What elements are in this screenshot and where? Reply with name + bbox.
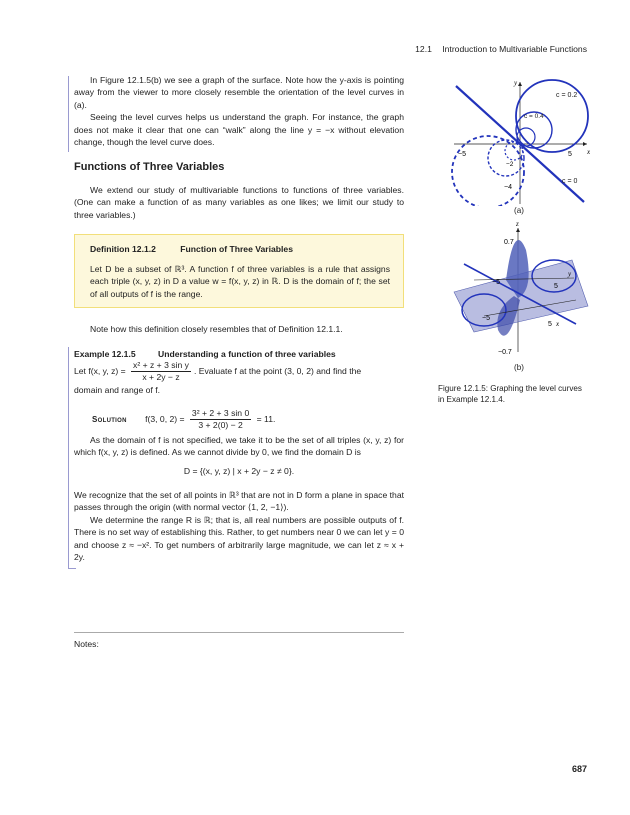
example-number: Example 12.1.5	[74, 349, 136, 359]
tick-label: 5	[554, 283, 558, 290]
definition-body: Let D be a subset of ℝ³. A function f of three variables is a rule that assigns each triple (x, y, z) in D a value w = f(x, y, z) in ℝ. D is the domain of f; the set of all outputs of f is the range.	[90, 264, 390, 299]
x-axis-label: x	[587, 148, 591, 156]
paragraph: As the domain of f is not specified, we take it to be the set of all triples (x, y, z) for which f(x, y, z) is defined. As we cannot divide by 0, we find the domain D is	[74, 435, 404, 458]
paragraph: We extend our study of multivariable functions to functions of three variables. (One can make a function of as many variables as one likes; we limit our study to three variables.)	[74, 185, 404, 220]
tick-label: −5	[492, 279, 500, 286]
example-statement	[74, 360, 404, 383]
paragraph: Seeing the level curves helps us understand the graph. For instance, the graph does not make it clear that one can “walk” along the line y = −x without elevation change, though the level curve does.	[74, 112, 404, 148]
example-title: Understanding a function of three variables	[158, 349, 336, 359]
figure-b-surface	[444, 220, 594, 360]
fraction-denominator: x + 2y − z	[142, 372, 180, 382]
solution-body	[74, 489, 404, 563]
header-title: Introduction to Multivariable Functions	[442, 44, 587, 54]
definition-title: Function of Three Variables	[180, 244, 293, 254]
figure-caption: Figure 12.1.5: Graphing the level curves in Example 12.1.4.	[438, 384, 582, 404]
running-header	[415, 43, 587, 55]
solution-fraction	[190, 408, 251, 431]
example-header	[74, 348, 336, 360]
tick-label: 5	[548, 321, 552, 328]
x-axis-arrow-icon	[583, 142, 587, 146]
tick-label: 0.7	[504, 239, 514, 246]
header-section-number: 12.1	[415, 44, 432, 54]
tick-label: −5	[482, 315, 490, 322]
paragraph-block	[74, 184, 404, 221]
margin-bracket	[68, 76, 69, 152]
paragraph: Note how this definition closely resembles that of Definition 12.1.1.	[90, 324, 343, 334]
tick-label: −0.7	[498, 349, 512, 356]
example-fraction	[131, 360, 191, 383]
curve-label: c = 0	[562, 178, 578, 185]
level-curve-c-neg02	[452, 136, 524, 206]
margin-bracket	[68, 347, 69, 569]
figure-b-sublabel: (b)	[514, 363, 524, 372]
z-axis-arrow-icon	[516, 228, 520, 232]
fraction-numerator: 3² + 2 + 3 sin 0	[191, 408, 250, 418]
solution-lhs: f(3, 0, 2) =	[145, 413, 185, 424]
level-curve-c-neg04	[488, 140, 524, 176]
example-text: domain and range of f.	[74, 385, 160, 395]
page-number: 687	[571, 764, 587, 774]
tick-label: 5	[568, 151, 572, 158]
solution-result: = 11.	[256, 413, 276, 424]
x-axis-label: x	[556, 320, 560, 328]
fraction-numerator: x² + z + 3 sin y	[133, 360, 189, 370]
y-axis-label: y	[514, 79, 518, 87]
paragraph: We determine the range R is ℝ; that is, all real numbers are possible outputs of f. There is no set way of establishing this. Rather, to get numbers near 0 we can let y = 0 and choose z ≈ −x². To get numbers of arbitrarily large magnitude, we can let z ≈ x + 2y.	[74, 514, 404, 563]
z-axis-label: z	[516, 220, 519, 228]
paragraph-block	[74, 323, 404, 335]
example-lhs: Let f(x, y, z) =	[74, 365, 126, 376]
paragraph: In Figure 12.1.5(b) we see a graph of the surface. Note how the y-axis is pointing away from the viewer to more closely resemble the orientation of the level curves in (a).	[74, 75, 404, 110]
example-text: . Evaluate f at the point (3, 0, 2) and find the	[193, 365, 362, 376]
solution-line	[92, 408, 275, 431]
y-axis-arrow-icon	[518, 82, 522, 86]
fraction-denominator: 3 + 2(0) − 2	[198, 420, 243, 430]
figure-a-sublabel: (a)	[514, 206, 524, 215]
notes-divider	[74, 632, 404, 633]
curve-label: c = 0.2	[556, 92, 578, 99]
definition-box	[74, 234, 404, 308]
curve-label: c = 0.4	[524, 113, 544, 120]
notes-label: Notes:	[74, 639, 99, 649]
figure-a-level-curves	[444, 76, 594, 206]
solution-label: Solution	[92, 414, 127, 424]
tick-label: −5	[458, 151, 466, 158]
y-axis-label: y	[568, 270, 572, 278]
intro-paragraphs	[74, 74, 404, 148]
tick-label: −4	[504, 184, 512, 191]
solution-body	[74, 434, 404, 459]
tick-label: −2	[506, 161, 514, 168]
domain-equation: D = {(x, y, z) | x + 2y − z ≠ 0}.	[183, 466, 295, 476]
margin-bracket-end	[68, 568, 76, 569]
section-heading: Functions of Three Variables	[74, 161, 225, 173]
definition-number: Definition 12.1.2	[90, 244, 156, 254]
definition-header	[90, 243, 293, 255]
paragraph: We recognize that the set of all points in ℝ³ that are not in D form a plane in space that passes through the origin (with normal vector ⟨1, 2, −1⟩).	[74, 490, 404, 513]
